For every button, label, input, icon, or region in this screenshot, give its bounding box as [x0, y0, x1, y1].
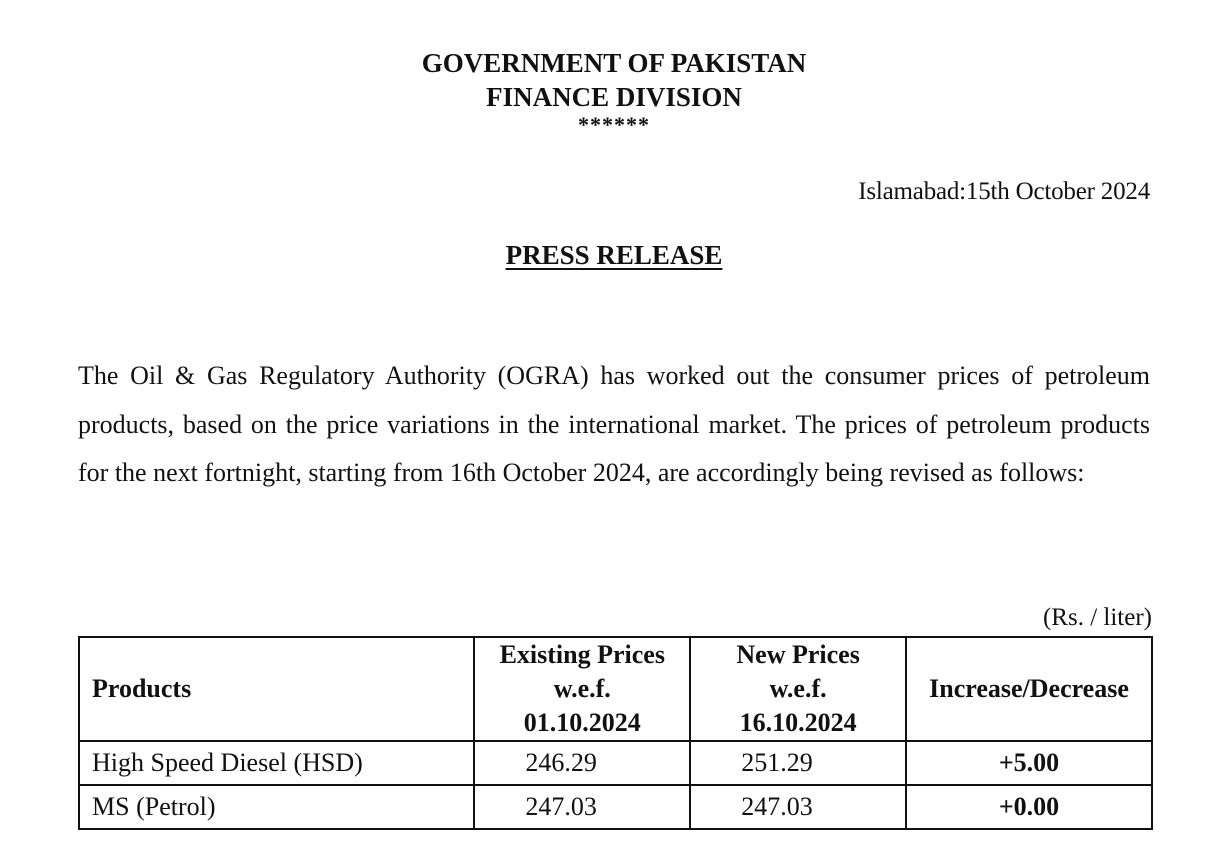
table-row	[79, 785, 1152, 829]
unit-label: (Rs. / liter)	[1042, 604, 1152, 631]
division-heading: FINANCE DIVISION	[486, 82, 742, 112]
header-products: Products	[79, 637, 474, 741]
product-name: High Speed Diesel (HSD)	[79, 741, 474, 785]
government-heading: GOVERNMENT OF PAKISTAN	[421, 48, 807, 78]
header-new-line3: 16.10.2024	[739, 708, 857, 737]
header-existing-line2: w.e.f.	[553, 674, 611, 703]
existing-price: 246.29	[474, 741, 690, 785]
header-new-line2: w.e.f.	[769, 674, 827, 703]
table-row	[79, 741, 1152, 785]
new-price: 247.03	[690, 785, 906, 829]
header-new-line1: New Prices	[736, 640, 860, 669]
place-date: Islamabad:15th October 2024	[858, 178, 1150, 205]
header-existing-line1: Existing Prices	[499, 640, 665, 669]
separator-stars: ******	[578, 112, 650, 137]
document-title	[0, 240, 1228, 271]
header-increase-decrease: Increase/Decrease	[906, 637, 1152, 741]
existing-price: 247.03	[474, 785, 690, 829]
price-table	[78, 636, 1153, 830]
letterhead	[0, 46, 1228, 136]
price-change: +0.00	[906, 785, 1152, 829]
press-release-heading: PRESS RELEASE	[505, 240, 723, 270]
header-existing-prices	[474, 637, 690, 741]
header-new-prices	[690, 637, 906, 741]
product-name: MS (Petrol)	[79, 785, 474, 829]
price-change: +5.00	[906, 741, 1152, 785]
table-header-row	[79, 637, 1152, 741]
header-existing-line3: 01.10.2024	[523, 708, 641, 737]
body-paragraph: The Oil & Gas Regulatory Authority (OGRA) has worked out the consumer prices of petroleum products, based on the price variations in the international market. The prices of petroleum products for the next fortnight, starting from 16th October 2024, are accordingly being revised as follows:	[78, 361, 1150, 487]
new-price: 251.29	[690, 741, 906, 785]
